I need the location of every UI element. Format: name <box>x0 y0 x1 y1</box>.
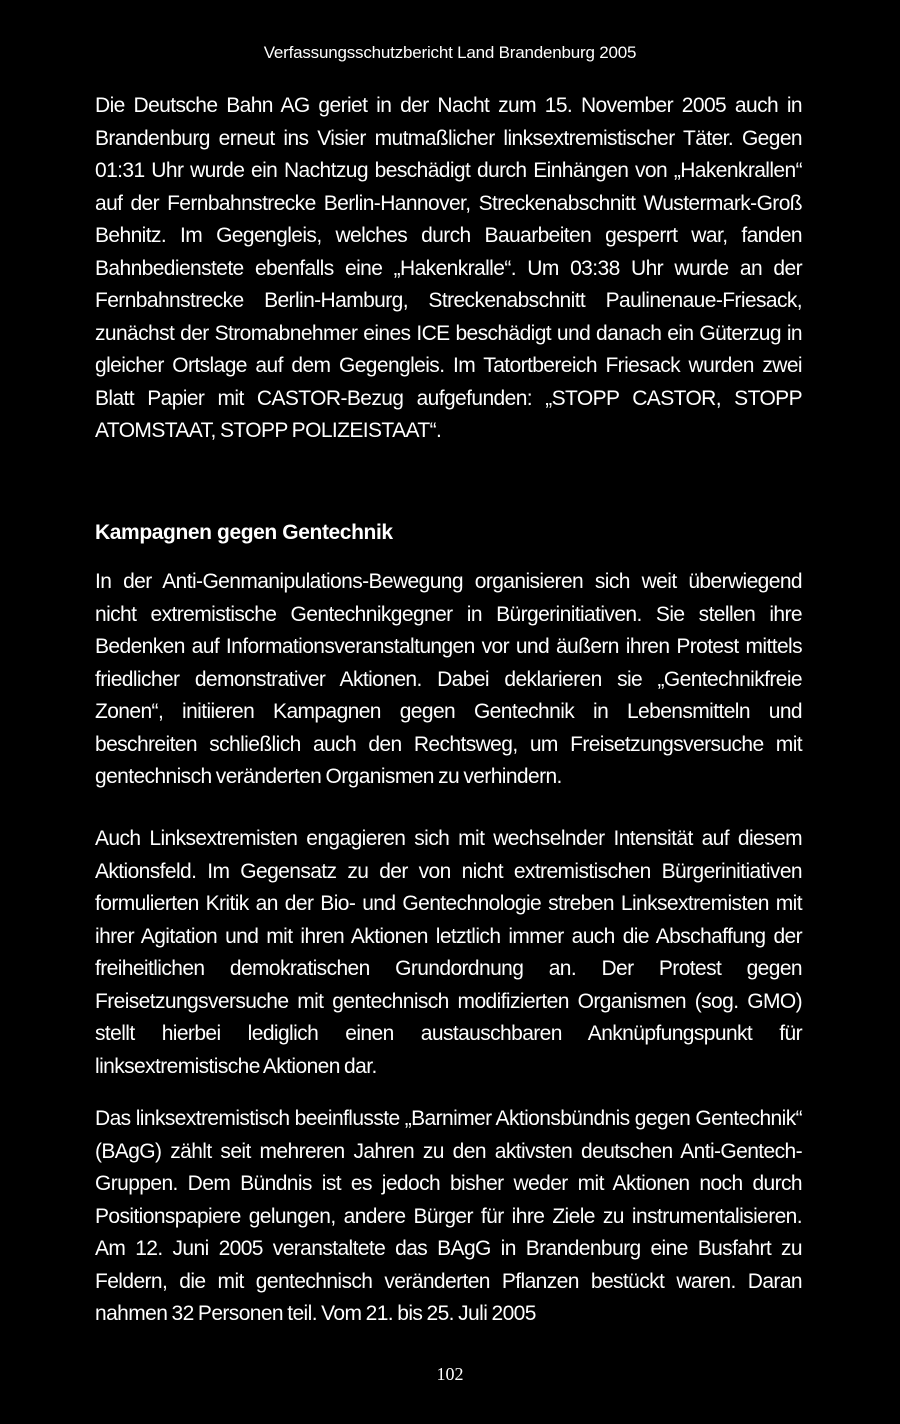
paragraph-citizen-initiatives: In der Anti-Genmanipulations-Bewegung organisieren sich weit überwiegend nicht extremistische Gentechnikgegner in Bürgerinitiativen. Sie stellen ihre Bedenken auf Informationsveranstaltungen vor und äußern ihren Protest mittels friedlicher demonstrativer Aktionen. Dabei deklarieren sie „Gentechnikfreie Zonen“, initiieren Kampagnen gegen Gentechnik in Lebensmitteln und beschreiten schließlich auch den Rechtsweg, um Freisetzungsversuche mit gentechnisch veränderten Organismen zu verhindern. <box>95 570 802 788</box>
intro-paragraph: Die Deutsche Bahn AG geriet in der Nacht zum 15. November 2005 auch in Brandenburg erneut ins Visier mutmaßlicher linksextremistischer Täter. Gegen 01:31 Uhr wurde ein Nachtzug beschädigt durch Einhängen von „Hakenkrallen“ auf der Fernbahnstrecke Berlin-Hannover, Streckenabschnitt Wustermark-Groß Behnitz. Im Gegengleis, welches durch Bauarbeiten gesperrt war, fanden Bahnbedienstete ebenfalls eine „Hakenkralle“. Um 03:38 Uhr wurde an der Fernbahnstrecke Berlin-Hamburg, Streckenabschnitt Paulinenaue-Friesack, zunächst der Stromabnehmer eines ICE beschädigt und danach ein Güterzug in gleicher Ortslage auf dem Gegengleis. Im Tatortbereich Friesack wurden zwei Blatt Papier mit CASTOR-Bezug aufgefunden: „STOPP CASTOR, STOPP ATOMSTAAT, STOPP POLIZEISTAAT“. <box>95 94 802 442</box>
page-number: 102 <box>436 1364 464 1384</box>
running-header: Verfassungsschutzbericht Land Brandenburg 2005 <box>263 43 637 62</box>
section-heading: Kampagnen gegen Gentechnik <box>95 521 393 544</box>
paragraph-bagg: Das linksextremistisch beeinflusste „Barnimer Aktionsbündnis gegen Gentechnik“ (BAgG) zählt seit mehreren Jahren zu den aktivsten deutschen Anti-Gentech-Gruppen. Dem Bündnis ist es jedoch bisher weder mit Aktionen noch durch Positionspapiere gelungen, andere Bürger für ihre Ziele zu instrumentalisieren. Am 12. Juni 2005 veranstaltete das BAgG in Brandenburg eine Busfahrt zu Feldern, die mit gentechnisch veränderten Pflanzen bestückt waren. Daran nahmen 32 Personen teil. Vom 21. bis 25. Juli 2005 <box>95 1107 802 1325</box>
paragraph-left-extremists: Auch Linksextremisten engagieren sich mit wechselnder Intensität auf diesem Aktionsfeld. Im Gegensatz zu der von nicht extremistischen Bürgerinitiativen formulierten Kritik an der Bio- und Gentechnologie streben Linksextremisten mit ihrer Agitation und mit ihren Aktionen letztlich immer auch die Abschaffung der freiheitlichen demokratischen Grundordnung an. Der Protest gegen Freisetzungsversuche mit gentechnisch modifizierten Organismen (sog. GMO) stellt hierbei lediglich einen austauschbaren Anknüpfungspunkt für linksextremistische Aktionen dar. <box>95 827 802 1078</box>
